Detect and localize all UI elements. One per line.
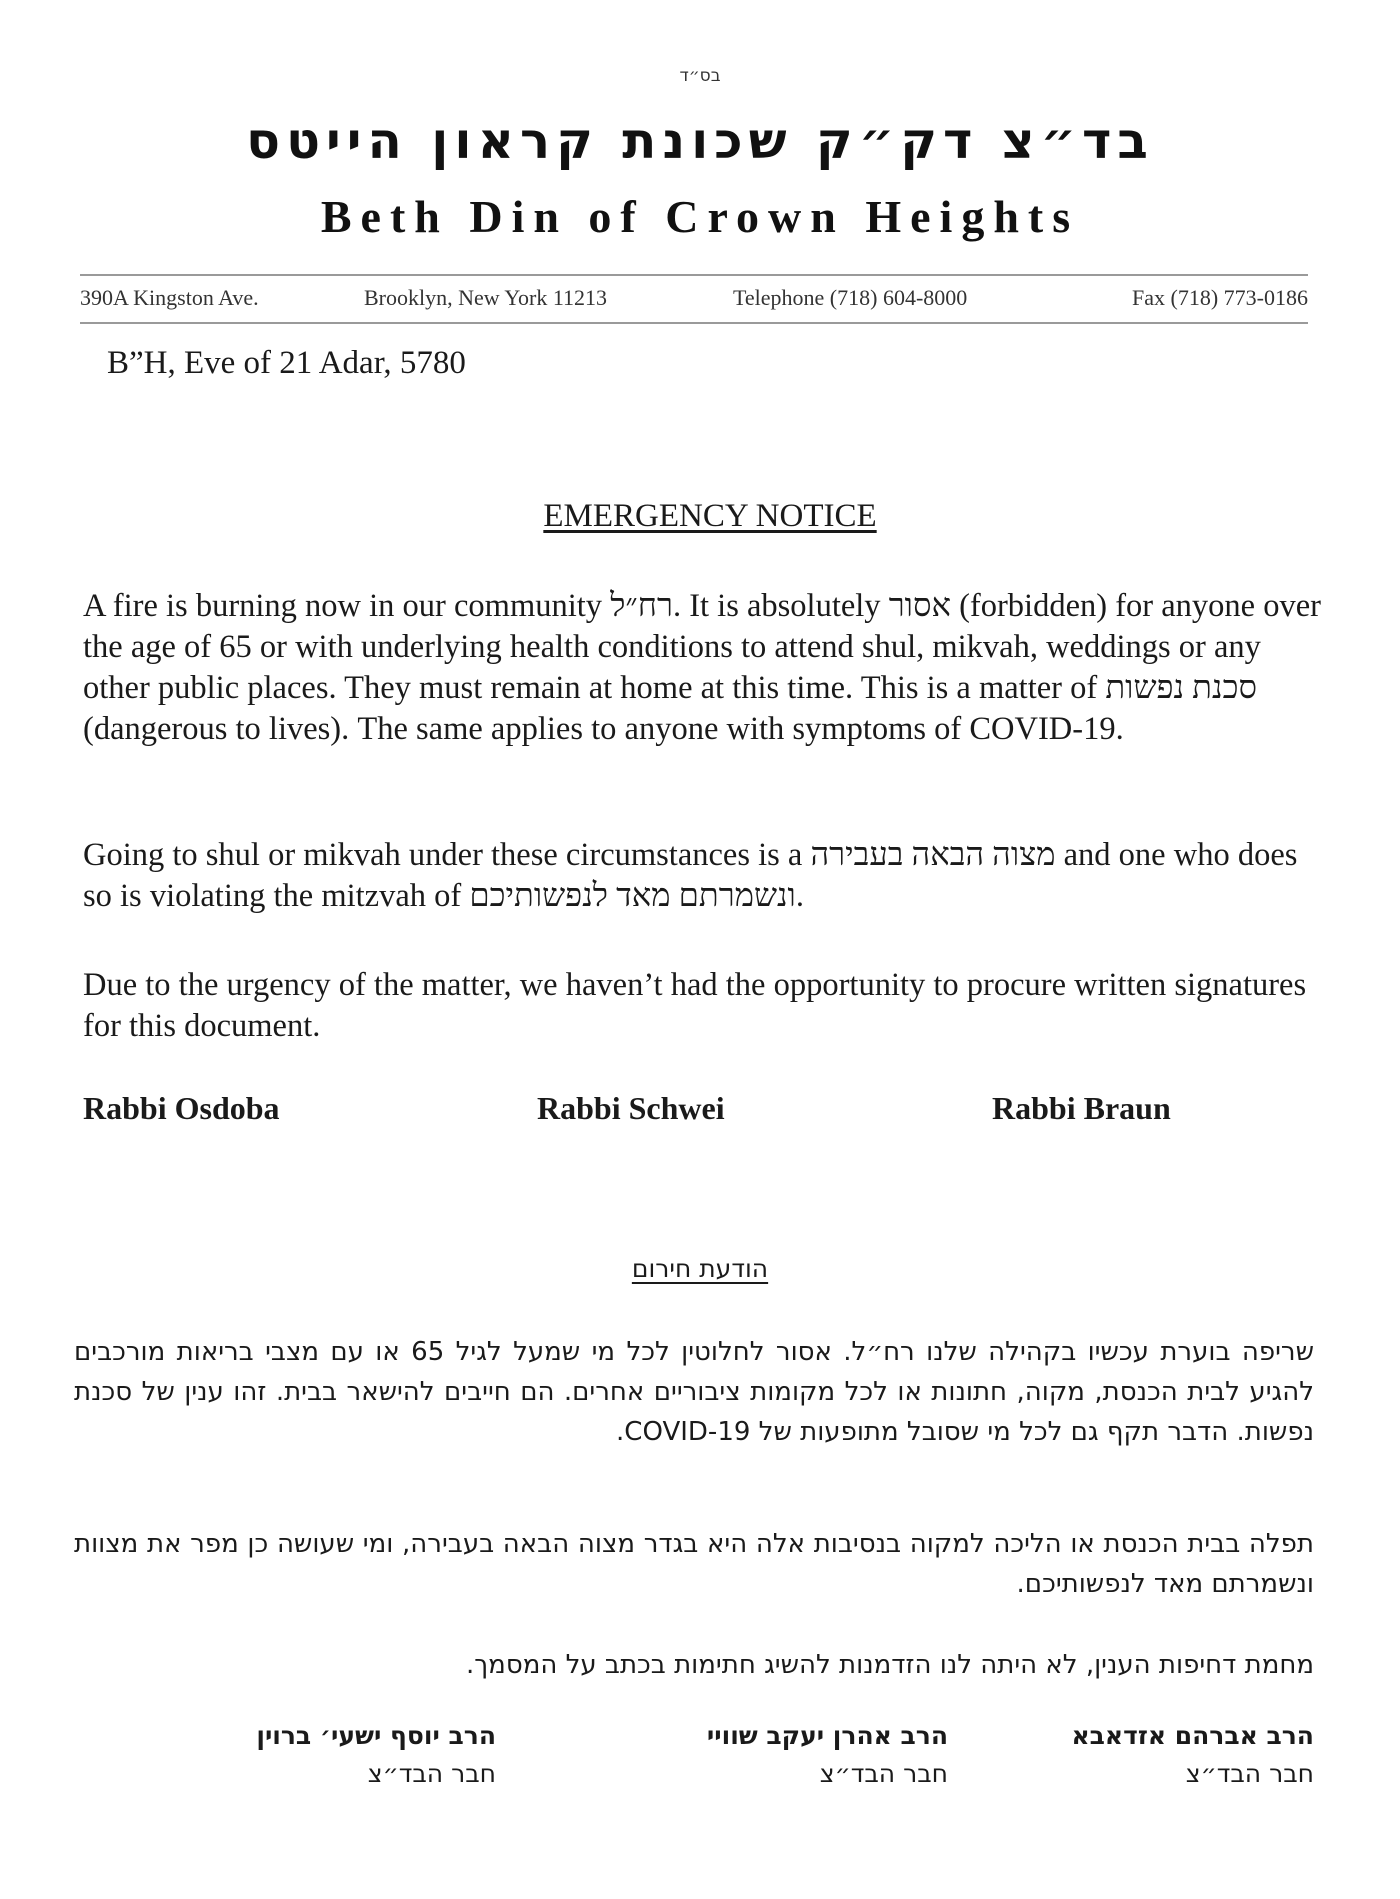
letterhead-bottom-rule xyxy=(80,322,1308,324)
english-paragraph-3: Due to the urgency of the matter, we haven’t had the opportunity to procure written signatures for this document. xyxy=(83,967,1307,1044)
hebrew-notice-title: הודעת חירום xyxy=(631,1254,769,1283)
letterhead-top-rule xyxy=(80,274,1308,276)
telephone-number: Telephone (718) 604-8000 xyxy=(733,285,968,310)
english-letterhead-title: Beth Din of Crown Heights xyxy=(320,191,1080,242)
hebrew-signatory-3 xyxy=(256,1717,496,1793)
hebrew-signatory-1 xyxy=(1071,1717,1314,1793)
address-city: Brooklyn, New York 11213 xyxy=(364,285,608,310)
address-street: 390A Kingston Ave. xyxy=(80,285,259,310)
fax-number: Fax (718) 773-0186 xyxy=(1132,285,1308,310)
english-paragraph-2: Going to shul or mikvah under these circumstances is a מצוה הבאה בעבירה and one who does so is violating the mitzvah of ונשמרתם מאד לנפשותיכם. xyxy=(83,837,1298,914)
hebrew-letterhead-title: בד״צ דק״ק שכונת קראון הייטס xyxy=(246,112,1154,170)
english-paragraph-1: A fire is burning now in our community רח״ל. It is absolutely אסור (forbidden) for anyone over the age of 65 or with underlying health conditions to attend shul, mikvah, weddings or any other public places. They must remain at home at this time. This is a matter of סכנת נפשות (dangerous to lives). The same applies to anyone with symptoms of COVID-19. xyxy=(83,588,1321,747)
hebrew-paragraph-3: מחמת דחיפות הענין, לא היתה לנו הזדמנות להשיג חתימות בכתב על המסמך. xyxy=(465,1650,1314,1680)
hebrew-signatory-role: חבר הבד״צ xyxy=(1185,1759,1314,1788)
bsd-header: בס״ד xyxy=(679,66,721,86)
signatory-braun: Rabbi Braun xyxy=(992,1090,1171,1126)
hebrew-signatory-role: חבר הבד״צ xyxy=(367,1759,496,1788)
document-date: B”H, Eve of 21 Adar, 5780 xyxy=(107,345,466,381)
hebrew-signatory-role: חבר הבד״צ xyxy=(819,1759,948,1788)
hebrew-paragraph-1: שריפה בוערת עכשיו בקהילה שלנו רח״ל. אסור לחלוטין לכל מי שמעל לגיל 65 או עם מצבי בריאות מורכבים להגיע לבית הכנסת, מקוה, חתונות או לכל מקומות ציבוריים אחרים. הם חייבים להישאר בבית. זהו ענין של סכנת נפשות. הדבר תקף גם לכל מי שסובל מתופעות של COVID-19. xyxy=(74,1337,1314,1447)
hebrew-signatory-name: הרב אברהם אזדאבא xyxy=(1071,1721,1314,1750)
hebrew-signatory-name: הרב אהרן יעקב שוויי xyxy=(706,1721,948,1750)
signatory-schwei: Rabbi Schwei xyxy=(537,1090,725,1126)
signatory-osdoba: Rabbi Osdoba xyxy=(83,1090,280,1126)
english-notice-title: EMERGENCY NOTICE xyxy=(543,498,877,534)
hebrew-signatory-2 xyxy=(707,1717,948,1793)
hebrew-paragraph-2: תפלה בבית הכנסת או הליכה למקוה בנסיבות אלה היא בגדר מצוה הבאה בעבירה, ומי שעושה כן מפר את מצוות ונשמרתם מאד לנפשותיכם. xyxy=(74,1529,1314,1599)
hebrew-signatory-name: הרב יוסף ישעי׳ ברוין xyxy=(256,1721,496,1750)
